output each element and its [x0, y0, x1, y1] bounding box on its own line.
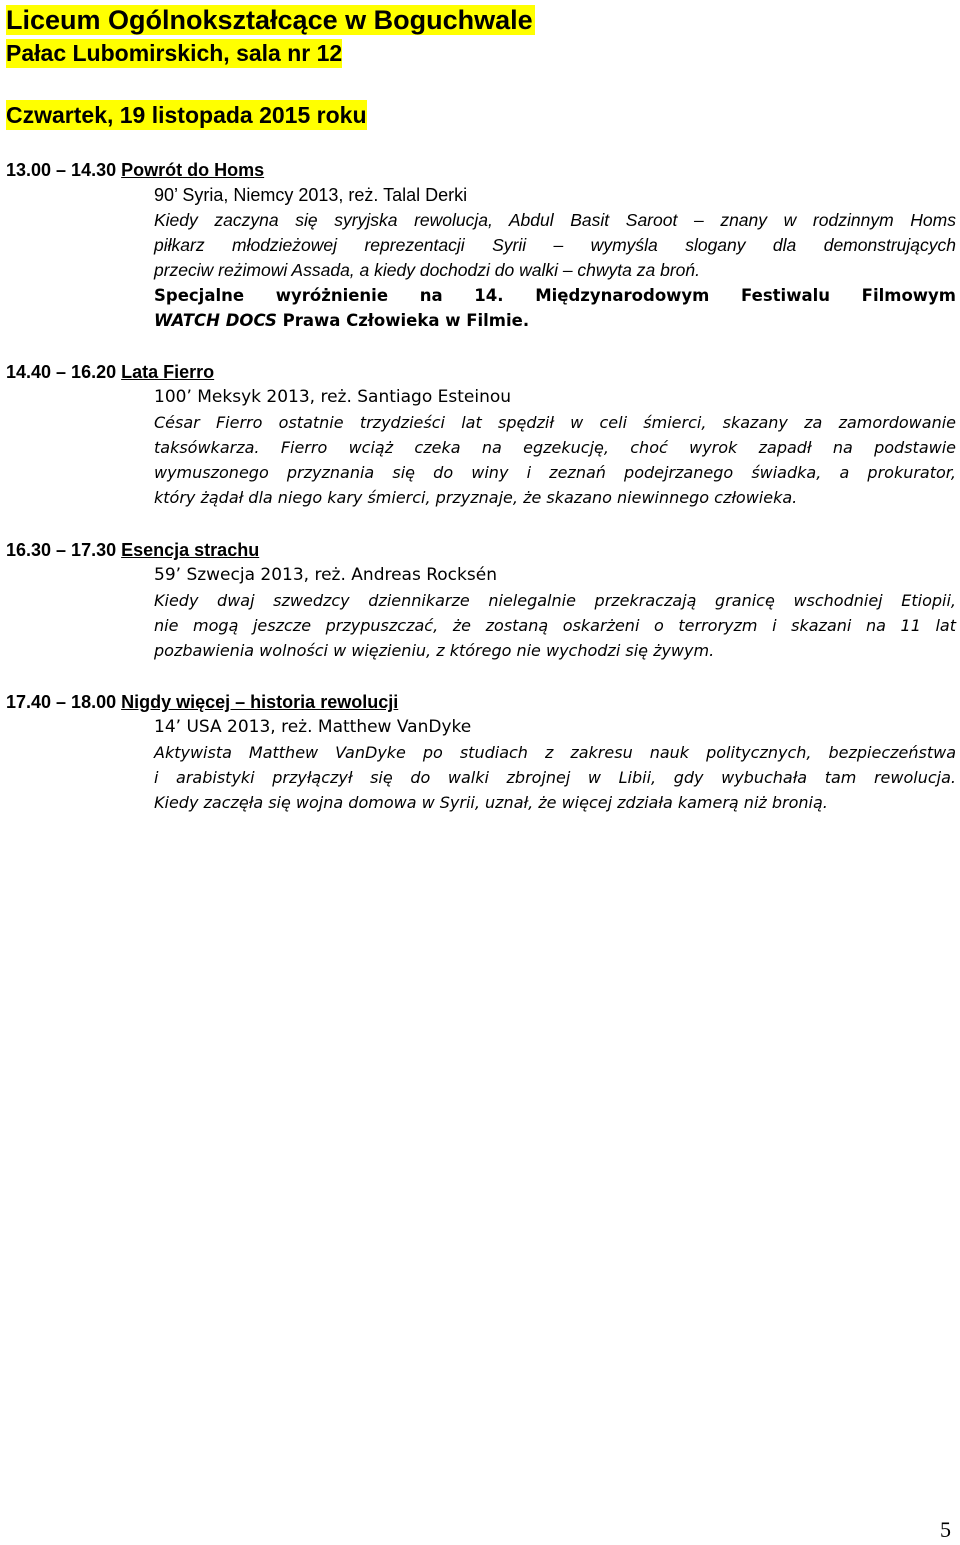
film-description-line: Kiedy dwaj szwedzcy dziennikarze nielegalnie przekraczają granicę wschodniej Etiopii, — [154, 591, 956, 610]
film-description-line: pozbawienia wolności w więzieniu, z którego nie wychodzi się żywym. — [154, 641, 715, 660]
film-entry — [6, 360, 956, 510]
film-description-line: i arabistyki przyłączył się do walki zbrojnej w Libii, gdy wybuchała tam rewolucja. — [154, 768, 956, 787]
film-award-line — [154, 308, 956, 333]
screening-date — [6, 100, 367, 130]
film-time: 17.40 – 18.00 — [6, 692, 117, 712]
film-meta: 14’ USA 2013, reż. Matthew VanDyke — [154, 717, 472, 737]
film-description-line: który żądał dla niego kary śmierci, przyznaje, że skazano niewinnego człowieka. — [154, 488, 798, 507]
film-entry — [6, 690, 956, 815]
film-meta: 100’ Meksyk 2013, reż. Santiago Esteinou — [154, 387, 512, 407]
film-time-title — [6, 158, 956, 183]
film-time-title — [6, 690, 956, 715]
award-rest: Prawa Człowieka w Filmie. — [276, 311, 530, 330]
venue-room: Pałac Lubomirskich, sala nr 12 — [6, 40, 343, 66]
film-entry — [6, 158, 956, 333]
film-description-line: César Fierro ostatnie trzydzieści lat spędził w celi śmierci, skazany za zamordowanie — [154, 413, 956, 432]
film-title: Esencja strachu — [121, 540, 260, 560]
film-time-title — [6, 360, 956, 385]
date-text: Czwartek, 19 listopada 2015 roku — [6, 102, 367, 128]
film-description-line: piłkarz młodzieżowej reprezentacji Syrii – wymyśla slogany dla demonstrujących — [154, 235, 956, 255]
film-award-line: Specjalne wyróżnienie na 14. Międzynarodowym Festiwalu Filmowym — [154, 286, 956, 305]
festival-name: WATCH DOCS — [154, 311, 277, 330]
film-description-line: Kiedy zaczyna się syryjska rewolucja, Abdul Basit Saroot – znany w rodzinnym Homs — [154, 210, 956, 230]
film-description-line: przeciw reżimowi Assada, a kiedy dochodzi do walki – chwyta za broń. — [154, 260, 700, 280]
venue-name: Liceum Ogólnokształcące w Boguchwale — [6, 5, 533, 35]
film-title: Nigdy więcej – historia rewolucji — [121, 692, 399, 712]
page-number: 5 — [940, 1517, 951, 1542]
film-description-line: Kiedy zaczęła się wojna domowa w Syrii, uznał, że więcej zdziała kamerą niż bronią. — [154, 793, 828, 812]
film-title: Powrót do Homs — [121, 160, 265, 180]
film-description-line: nie mogą jeszcze przypuszczać, że zostaną oskarżeni o terroryzm i skazani na 11 lat — [154, 616, 956, 635]
film-time: 14.40 – 16.20 — [6, 362, 117, 382]
film-entry — [6, 538, 956, 663]
film-title: Lata Fierro — [121, 362, 215, 382]
film-time-title — [6, 538, 956, 563]
film-description-line: wymuszonego przyznania się do winy i zeznań podejrzanego świadka, a prokurator, — [154, 463, 956, 482]
film-meta: 59’ Szwecja 2013, reż. Andreas Rocksén — [154, 565, 497, 585]
film-description-line: Aktywista Matthew VanDyke po studiach z zakresu nauk politycznych, bezpieczeństwa — [154, 743, 956, 762]
film-description-line: taksówkarza. Fierro wciąż czeka na egzekucję, choć wyrok zapadł na podstawie — [154, 438, 956, 457]
film-time: 16.30 – 17.30 — [6, 540, 117, 560]
venue-header — [6, 5, 535, 71]
film-meta: 90’ Syria, Niemcy 2013, reż. Talal Derki — [154, 185, 468, 205]
film-time: 13.00 – 14.30 — [6, 160, 117, 180]
